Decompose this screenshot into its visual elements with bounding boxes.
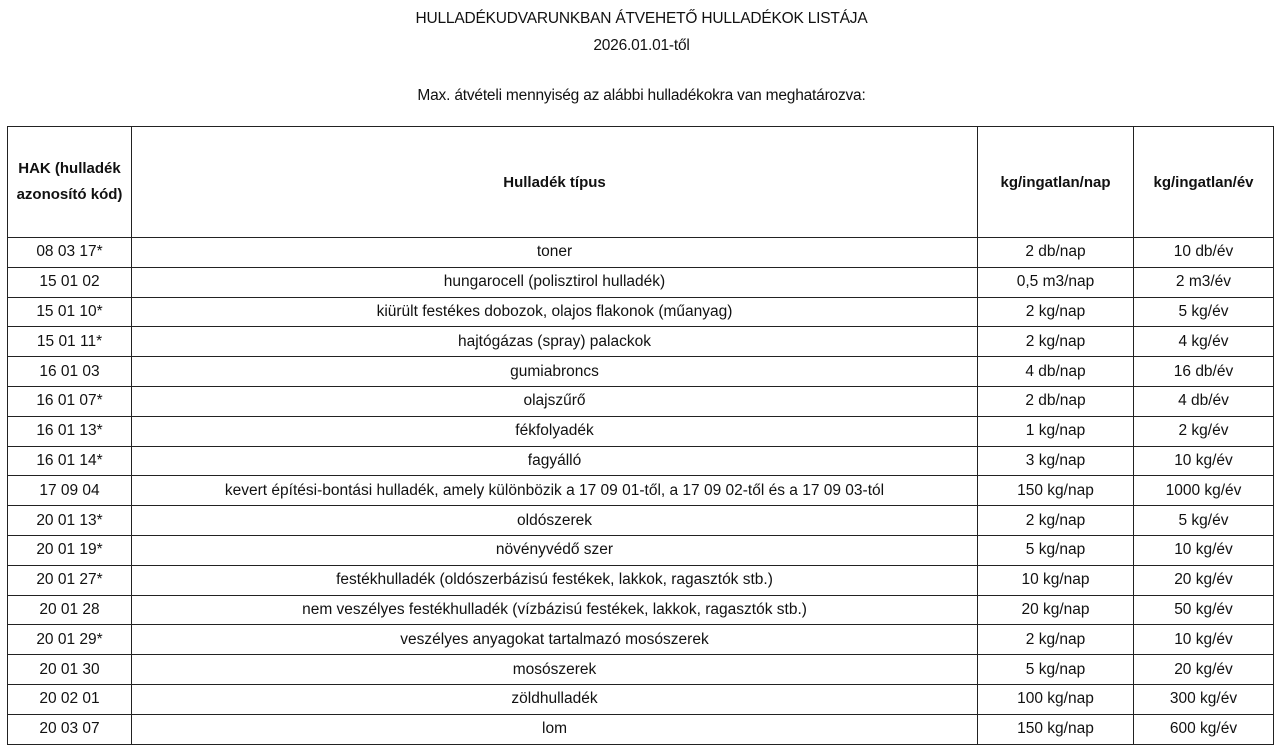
cell-per-day: 20 kg/nap bbox=[978, 595, 1134, 625]
cell-per-day: 150 kg/nap bbox=[978, 714, 1134, 744]
table-row bbox=[8, 714, 1274, 744]
cell-code: 15 01 10* bbox=[8, 297, 132, 327]
cell-code: 20 02 01 bbox=[8, 684, 132, 714]
cell-code: 16 01 13* bbox=[8, 416, 132, 446]
cell-per-year: 50 kg/év bbox=[1134, 595, 1274, 625]
cell-per-day: 5 kg/nap bbox=[978, 655, 1134, 685]
cell-per-day: 10 kg/nap bbox=[978, 565, 1134, 595]
cell-per-year: 10 kg/év bbox=[1134, 535, 1274, 565]
table-row bbox=[8, 506, 1274, 536]
cell-code: 15 01 11* bbox=[8, 327, 132, 357]
cell-per-day: 5 kg/nap bbox=[978, 535, 1134, 565]
cell-type: fékfolyadék bbox=[132, 416, 978, 446]
table-header-row bbox=[8, 127, 1274, 238]
cell-per-year: 4 db/év bbox=[1134, 386, 1274, 416]
cell-code: 08 03 17* bbox=[8, 238, 132, 268]
cell-type: hajtógázas (spray) palackok bbox=[132, 327, 978, 357]
cell-code: 20 01 13* bbox=[8, 506, 132, 536]
cell-per-day: 2 kg/nap bbox=[978, 506, 1134, 536]
page-subtitle: Max. átvételi mennyiség az alábbi hulladékokra van meghatározva: bbox=[417, 87, 866, 104]
cell-type: lom bbox=[132, 714, 978, 744]
cell-per-day: 1 kg/nap bbox=[978, 416, 1134, 446]
cell-code: 15 01 02 bbox=[8, 267, 132, 297]
table-row bbox=[8, 327, 1274, 357]
header-type: Hulladék típus bbox=[132, 127, 978, 238]
effective-date: 2026.01.01-től bbox=[593, 37, 690, 54]
cell-type: mosószerek bbox=[132, 655, 978, 685]
header-per-year: kg/ingatlan/év bbox=[1134, 127, 1274, 238]
table-row bbox=[8, 267, 1274, 297]
table-row bbox=[8, 565, 1274, 595]
cell-type: hungarocell (polisztirol hulladék) bbox=[132, 267, 978, 297]
header-per-day: kg/ingatlan/nap bbox=[978, 127, 1134, 238]
table-row bbox=[8, 655, 1274, 685]
cell-per-year: 4 kg/év bbox=[1134, 327, 1274, 357]
cell-per-day: 4 db/nap bbox=[978, 357, 1134, 387]
cell-per-year: 10 kg/év bbox=[1134, 625, 1274, 655]
cell-per-year: 5 kg/év bbox=[1134, 297, 1274, 327]
cell-type: gumiabroncs bbox=[132, 357, 978, 387]
cell-type: veszélyes anyagokat tartalmazó mosószerek bbox=[132, 625, 978, 655]
cell-code: 20 01 28 bbox=[8, 595, 132, 625]
table-row bbox=[8, 476, 1274, 506]
cell-type: növényvédő szer bbox=[132, 535, 978, 565]
cell-code: 20 01 19* bbox=[8, 535, 132, 565]
cell-type: fagyálló bbox=[132, 446, 978, 476]
header-code: HAK (hulladék azonosító kód) bbox=[8, 127, 132, 238]
cell-per-year: 10 db/év bbox=[1134, 238, 1274, 268]
cell-per-year: 10 kg/év bbox=[1134, 446, 1274, 476]
cell-code: 16 01 03 bbox=[8, 357, 132, 387]
cell-per-year: 1000 kg/év bbox=[1134, 476, 1274, 506]
cell-per-year: 2 m3/év bbox=[1134, 267, 1274, 297]
page-title: HULLADÉKUDVARUNKBAN ÁTVEHETŐ HULLADÉKOK LISTÁJA bbox=[415, 10, 868, 27]
cell-type: kevert építési-bontási hulladék, amely különbözik a 17 09 01-től, a 17 09 02-től és a 17 09 03-tól bbox=[132, 476, 978, 506]
cell-per-day: 2 kg/nap bbox=[978, 625, 1134, 655]
cell-per-day: 2 db/nap bbox=[978, 238, 1134, 268]
cell-per-day: 100 kg/nap bbox=[978, 684, 1134, 714]
cell-type: zöldhulladék bbox=[132, 684, 978, 714]
table-row bbox=[8, 357, 1274, 387]
table-row bbox=[8, 416, 1274, 446]
cell-per-year: 20 kg/év bbox=[1134, 655, 1274, 685]
cell-per-year: 16 db/év bbox=[1134, 357, 1274, 387]
cell-per-year: 600 kg/év bbox=[1134, 714, 1274, 744]
cell-code: 20 01 29* bbox=[8, 625, 132, 655]
table-row bbox=[8, 446, 1274, 476]
cell-per-year: 20 kg/év bbox=[1134, 565, 1274, 595]
cell-code: 20 01 27* bbox=[8, 565, 132, 595]
cell-code: 20 03 07 bbox=[8, 714, 132, 744]
cell-per-day: 150 kg/nap bbox=[978, 476, 1134, 506]
cell-type: olajszűrő bbox=[132, 386, 978, 416]
table-row bbox=[8, 535, 1274, 565]
cell-per-day: 2 kg/nap bbox=[978, 327, 1134, 357]
cell-type: nem veszélyes festékhulladék (vízbázisú festékek, lakkok, ragasztók stb.) bbox=[132, 595, 978, 625]
table-row bbox=[8, 684, 1274, 714]
cell-type: festékhulladék (oldószerbázisú festékek, lakkok, ragasztók stb.) bbox=[132, 565, 978, 595]
cell-code: 16 01 07* bbox=[8, 386, 132, 416]
cell-per-day: 2 db/nap bbox=[978, 386, 1134, 416]
cell-code: 20 01 30 bbox=[8, 655, 132, 685]
cell-per-year: 5 kg/év bbox=[1134, 506, 1274, 536]
cell-per-day: 3 kg/nap bbox=[978, 446, 1134, 476]
cell-per-day: 2 kg/nap bbox=[978, 297, 1134, 327]
cell-type: kiürült festékes dobozok, olajos flakonok (műanyag) bbox=[132, 297, 978, 327]
cell-code: 16 01 14* bbox=[8, 446, 132, 476]
table-row bbox=[8, 595, 1274, 625]
table-row bbox=[8, 386, 1274, 416]
cell-per-year: 300 kg/év bbox=[1134, 684, 1274, 714]
table-row bbox=[8, 297, 1274, 327]
table-row bbox=[8, 238, 1274, 268]
cell-per-year: 2 kg/év bbox=[1134, 416, 1274, 446]
cell-type: toner bbox=[132, 238, 978, 268]
table-row bbox=[8, 625, 1274, 655]
cell-per-day: 0,5 m3/nap bbox=[978, 267, 1134, 297]
cell-code: 17 09 04 bbox=[8, 476, 132, 506]
waste-table bbox=[7, 126, 1274, 745]
cell-type: oldószerek bbox=[132, 506, 978, 536]
